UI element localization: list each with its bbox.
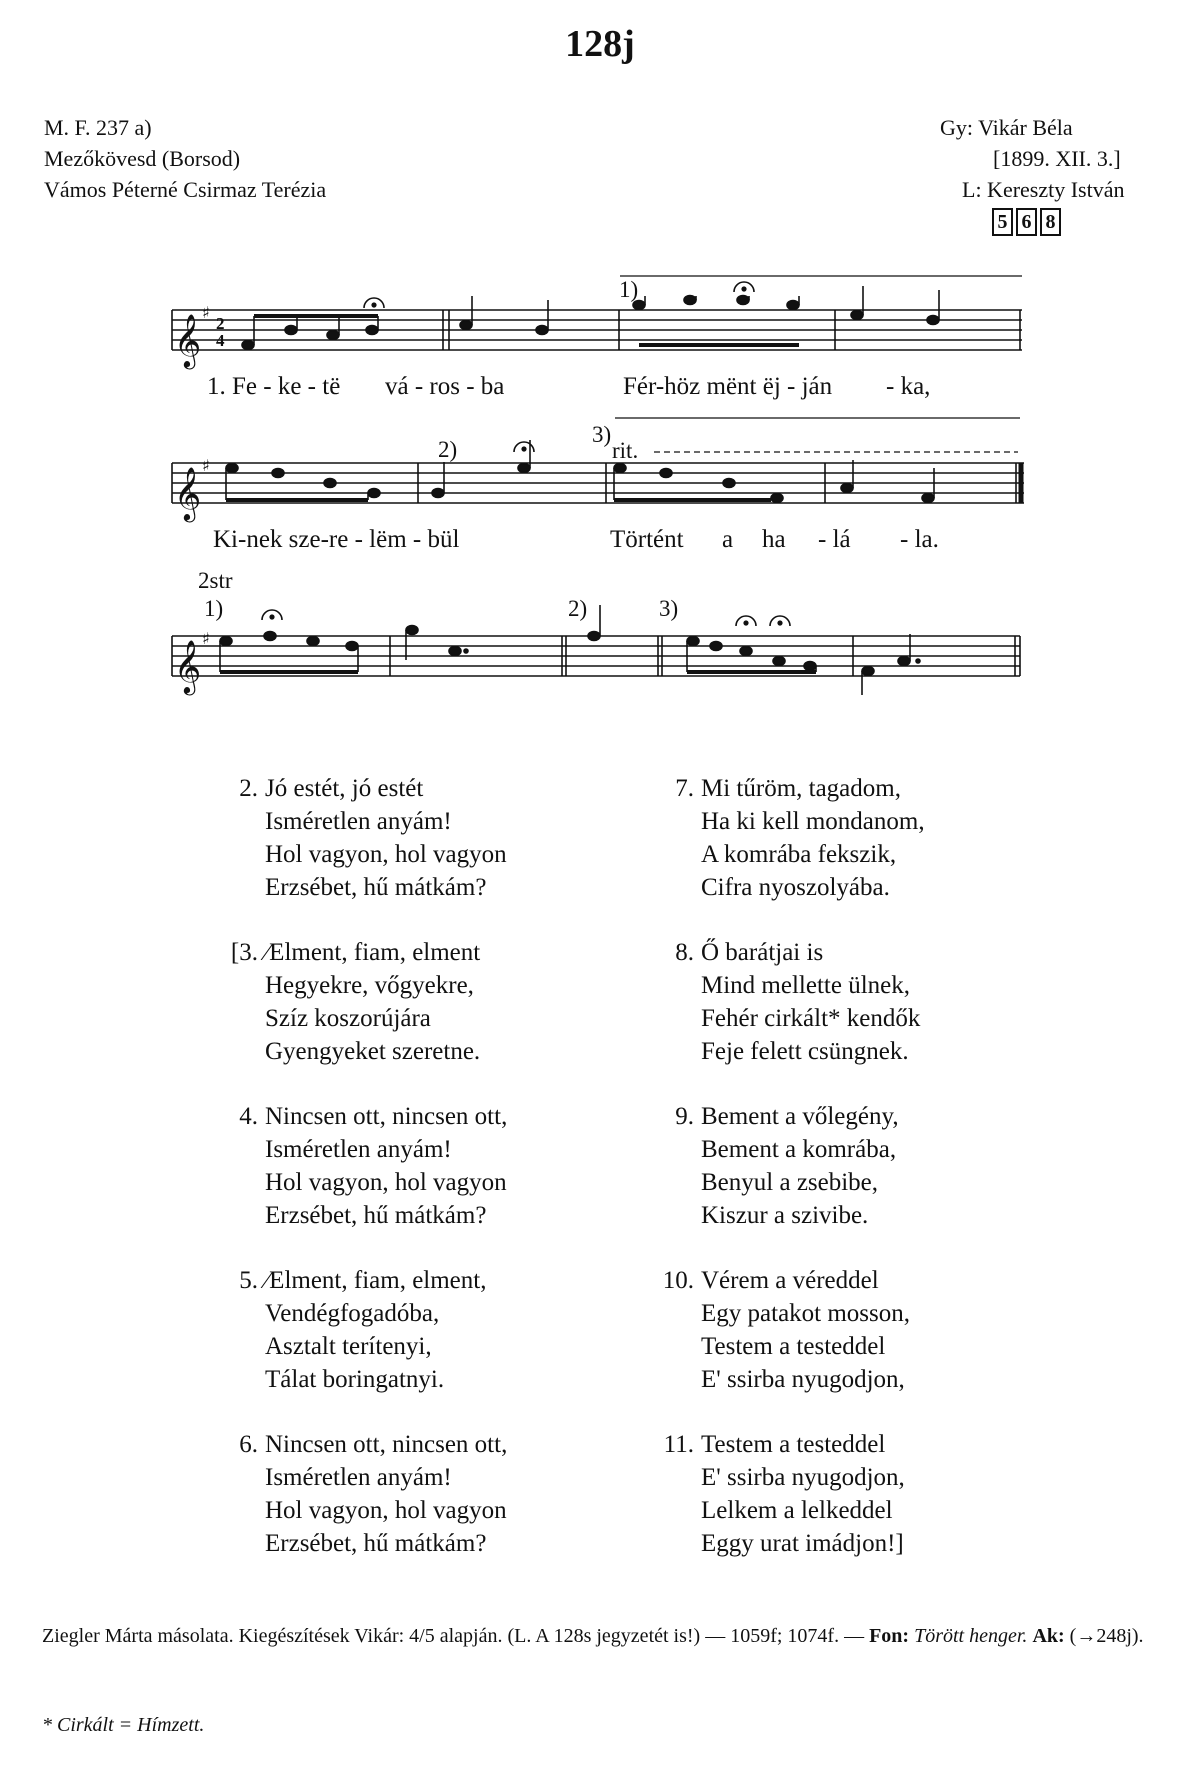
variant-mark-3: 3)	[659, 596, 679, 621]
stanza	[675, 936, 921, 1068]
variant-mark-3: 3)	[592, 422, 612, 447]
lyric-segment: a	[722, 526, 734, 553]
location: Mezőkövesd (Borsod)	[44, 146, 241, 171]
stanza-line: A komrába fekszik,	[701, 841, 897, 868]
stanza-line: Eggy urat imádjon!]	[701, 1530, 904, 1557]
stanza-line: Vérem a véreddel	[701, 1267, 879, 1294]
stanza-number: 10.	[662, 1267, 694, 1294]
collector: Gy: Vikár Béla	[940, 115, 1073, 140]
footnote: * Cirkált = Hímzett.	[42, 1714, 205, 1736]
stanza-line: Ő barátjai is	[701, 939, 824, 966]
lyric-segment: - lá	[818, 526, 851, 553]
svg-text:𝄞: 𝄞	[174, 639, 202, 693]
performer: Vámos Péterné Csirmaz Terézia	[44, 177, 327, 202]
volta-mark-1: 1)	[619, 277, 639, 302]
transcriber: L: Kereszty István	[962, 177, 1125, 202]
stanza-line: Bement a vőlegény,	[701, 1103, 899, 1130]
stanza-line: ⁄Elment, fiam, elment,	[265, 1267, 487, 1294]
stanza	[663, 1428, 905, 1560]
stanza-line: Bement a komrába,	[701, 1136, 897, 1163]
stanza-line: Egy patakot mosson,	[701, 1300, 911, 1327]
stanza	[675, 772, 925, 904]
stanza-line: Hegyekre, vőgyekre,	[265, 972, 474, 999]
svg-text:𝄞: 𝄞	[174, 313, 202, 367]
stanza-number: 6.	[239, 1431, 258, 1458]
archive-reference: M. F. 237 a)	[44, 115, 152, 140]
stanza-line: Erzsébet, hű mátkám?	[265, 874, 487, 901]
time-signature	[216, 314, 225, 350]
stanza-line: Erzsébet, hű mátkám?	[265, 1202, 487, 1229]
stanza-line: Tálat boringatnyi.	[265, 1366, 445, 1393]
rit-marking: rit.	[612, 438, 639, 463]
code-box: 5	[992, 208, 1013, 236]
lyric-segment: ha	[762, 526, 786, 553]
stanza	[239, 1100, 508, 1232]
lyric-segment: 1. Fe - ke - të	[207, 373, 341, 400]
stanza-line: Erzsébet, hű mátkám?	[265, 1530, 487, 1557]
staff-lines	[172, 310, 1024, 676]
ak-label: Ak:	[1032, 1625, 1065, 1647]
svg-text:2: 2	[216, 314, 225, 333]
stanza-variant-label: 2str	[198, 568, 233, 593]
fon-value: Törött henger.	[914, 1625, 1028, 1647]
svg-text:♯: ♯	[202, 629, 210, 648]
stanza	[230, 936, 481, 1068]
stanza-line: Lelkem a lelkeddel	[701, 1497, 893, 1524]
footer-text: Ziegler Márta másolata. Kiegészítések Vikár: 4/5 alapján. (L. A 128s jegyzetét is!) — 1059f; 1074f. —	[42, 1625, 865, 1647]
svg-text:𝄞: 𝄞	[174, 466, 202, 520]
stanza-line: Mi tűröm, tagadom,	[701, 775, 901, 802]
stanza-line: Nincsen ott, nincsen ott,	[265, 1431, 508, 1458]
stanza-number: 4.	[239, 1103, 258, 1130]
code-box: 8	[1040, 208, 1061, 236]
stanza-line: Isméretlen anyám!	[265, 808, 452, 835]
stanza-line: E' ssirba nyugodjon,	[701, 1366, 905, 1393]
ak-value: (→248j).	[1069, 1625, 1144, 1647]
stanza-line: Hol vagyon, hol vagyon	[265, 1497, 507, 1524]
stanza-line: Asztalt terítenyi,	[265, 1333, 432, 1360]
music-notation	[0, 0, 1200, 720]
stanza-line: Isméretlen anyám!	[265, 1464, 452, 1491]
fermatas	[262, 282, 790, 626]
stanza	[239, 1428, 508, 1560]
stanza-line: Cifra nyoszolyába.	[701, 874, 890, 901]
lyric-segment: - ka,	[886, 373, 931, 400]
lyric-segment: Történt	[610, 526, 684, 553]
lyric-segment: Ki-nek sze-re - lëm - bül	[213, 526, 460, 553]
stanza-line: Fehér cirkált* kendők	[701, 1005, 921, 1032]
stanza	[239, 772, 507, 904]
stanza-line: Gyengyeket szeretne.	[265, 1038, 481, 1065]
stanza-line: Vendégfogadóba,	[265, 1300, 440, 1327]
svg-text:4: 4	[216, 331, 225, 350]
stanza-number: 2.	[239, 775, 258, 802]
stanza-number: 8.	[675, 939, 694, 966]
stanza-number: 11.	[663, 1431, 694, 1458]
collection-date: [1899. XII. 3.]	[993, 146, 1121, 171]
stanza-number: 9.	[675, 1103, 694, 1130]
code-box: 6	[1016, 208, 1037, 236]
stanza-line: Kiszur a szivibe.	[701, 1202, 869, 1229]
lyric-segment: Fér-höz mënt ëj - ján	[623, 373, 833, 400]
stanza-line: ⁄Elment, fiam, elment	[265, 939, 481, 966]
stanza-number: 7.	[675, 775, 694, 802]
stanza-line: Isméretlen anyám!	[265, 1136, 452, 1163]
stanza-line: Szíz koszorújára	[265, 1005, 431, 1032]
stanza-line: Hol vagyon, hol vagyon	[265, 841, 507, 868]
stanza-line: Jó estét, jó estét	[265, 775, 424, 802]
stanza	[675, 1100, 899, 1232]
stanza-number: 5.	[239, 1267, 258, 1294]
stanza-line: Nincsen ott, nincsen ott,	[265, 1103, 508, 1130]
stanza-number: [3.	[230, 939, 258, 966]
fon-label: Fon:	[869, 1625, 910, 1647]
stanza-line: Ha ki kell mondanom,	[701, 808, 925, 835]
footer-notes	[42, 1621, 1162, 1651]
stanza-line: Mind mellette ülnek,	[701, 972, 910, 999]
stanza	[662, 1264, 911, 1396]
page-title: 128j	[565, 23, 635, 65]
notes	[220, 286, 939, 695]
stanza-line: E' ssirba nyugodjon,	[701, 1464, 905, 1491]
stanza-line: Feje felett csüngnek.	[701, 1038, 909, 1065]
svg-text:♯: ♯	[202, 303, 210, 322]
stanza-line: Benyul a zsebibe,	[701, 1169, 879, 1196]
stanza-line: Testem a testeddel	[701, 1431, 886, 1458]
variant-mark-1: 1)	[204, 596, 224, 621]
stanza-line: Hol vagyon, hol vagyon	[265, 1169, 507, 1196]
svg-text:♯: ♯	[202, 456, 210, 475]
lyric-segment: vá - ros - ba	[385, 373, 505, 400]
stanza-line: Testem a testeddel	[701, 1333, 886, 1360]
stanza	[239, 1264, 487, 1396]
variant-mark-2: 2)	[438, 437, 458, 462]
lyric-segment: - la.	[900, 526, 939, 553]
variant-mark-2: 2)	[568, 596, 588, 621]
